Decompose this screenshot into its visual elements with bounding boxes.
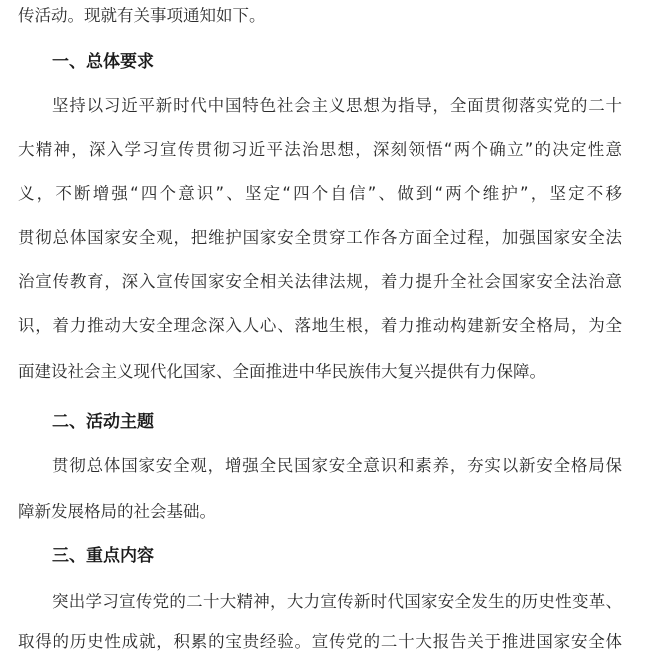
section-heading-key-content: 三、重点内容 [52,546,154,566]
paragraph-line: 大精神，深入学习宣传贯彻习近平法治思想，深刻领悟“两个确立”的决定性意 [18,140,622,159]
paragraph-line: 突出学习宣传党的二十大精神，大力宣传新时代国家安全发生的历史性变革、 [52,592,622,611]
paragraph-line: 面建设社会主义现代化国家、全面推进中华民族伟大复兴提供有力保障。 [18,362,546,381]
paragraph-line: 识，着力推动大安全理念深入人心、落地生根，着力推动构建新安全格局，为全 [18,316,622,335]
paragraph-line: 障新发展格局的社会基础。 [18,502,216,521]
section-heading-activity-theme: 二、活动主题 [52,412,154,432]
paragraph-line: 贯彻总体国家安全观，增强全民国家安全意识和素养，夯实以新安全格局保 [52,456,622,475]
paragraph-line: 义，不断增强“四个意识”、坚定“四个自信”、做到“两个维护”，坚定不移 [18,184,622,203]
paragraph-line: 贯彻总体国家安全观，把维护国家安全贯穿工作各方面全过程，加强国家安全法 [18,228,622,247]
paragraph-line: 坚持以习近平新时代中国特色社会主义思想为指导，全面贯彻落实党的二十 [52,96,622,115]
paragraph-line: 取得的历史性成就，积累的宝贵经验。宣传党的二十大报告关于推进国家安全体 [18,632,622,651]
paragraph-line: 治宣传教育，深入宣传国家安全相关法律法规，着力提升全社会国家安全法治意 [18,272,622,291]
section-heading-general-requirements: 一、总体要求 [52,52,154,72]
intro-tail-text: 传活动。现就有关事项通知如下。 [18,6,266,25]
